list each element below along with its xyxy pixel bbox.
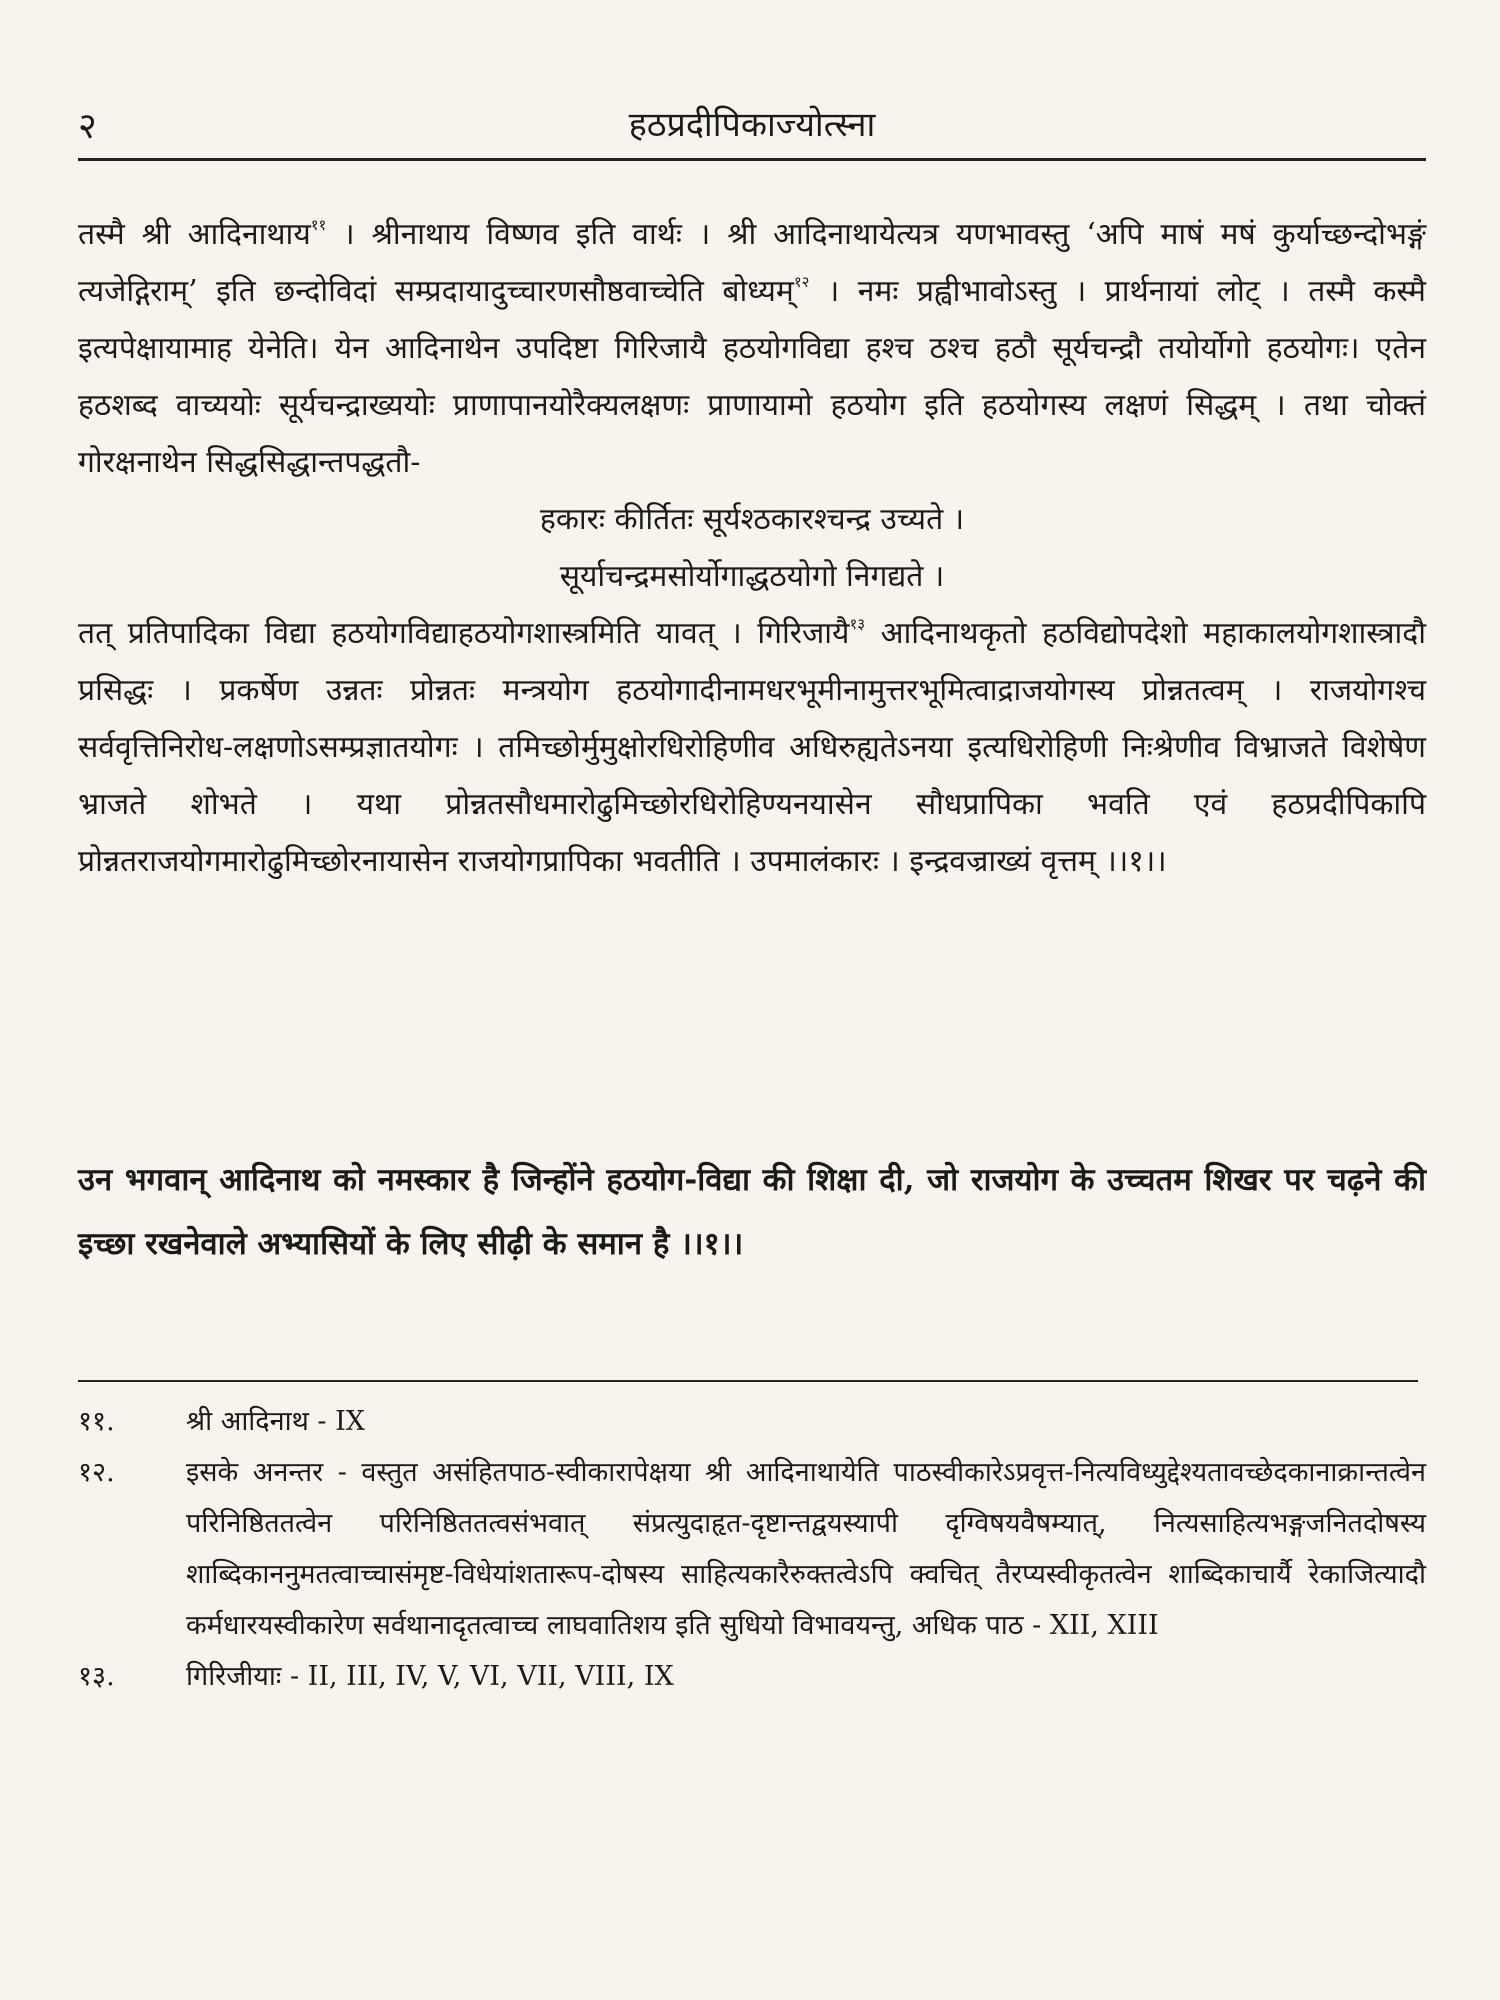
footnote-number: १३. — [78, 1661, 115, 1692]
footnotes — [78, 1396, 1426, 1702]
running-title: हठप्रदीपिकाज्योत्स्ना — [628, 105, 876, 145]
footnote — [78, 1447, 1426, 1651]
footnote — [78, 1396, 1426, 1447]
footnote-ref-12: १२ — [793, 273, 810, 291]
footnote-number: १२. — [78, 1457, 115, 1488]
quoted-verse-line-2: सूर्याचन्द्रमसोर्योगाद्धठयोगो निगद्यते । — [559, 559, 945, 594]
footnote-ref-11: ११ — [310, 216, 327, 234]
footnote-text: इसके अनन्तर - वस्तुत असंहितपाठ-स्वीकारापेक्षया श्री आदिनाथायेति पाठस्वीकारेऽप्रवृत्त-नित्यविध्युद्देश्यतावच्छेदकानाक्रान्तत्वेन परिनिष्ठिततत्वेन परिनिष्ठिततत्वसंभवात् संप्रत्युदाहृत-दृष्टान्तद्वयस्यापी दृग्विषयवैषम्यात्, नित्यसाहित्यभङ्गजनितदोषस्य शाब्दिकाननुमतत्वाच्चासंमृष्ट-विधेयांशतारूप-दोषस्य साहित्यकारैरुक्तत्वेऽपि क्वचित् तैरप्यस्वीकृतत्वेन शाब्दिकाचार्यै रेकाजित्यादौ कर्मधारयस्वीकारेण सर्वथानादृतत्वाच्च लाघवातिशय इति सुधियो विभावयन्तु, अधिक पाठ - XII, XIII — [186, 1457, 1426, 1641]
hindi-translation: उन भगवान् आदिनाथ को नमस्कार है जिन्होंने हठयोग-विद्या की शिक्षा दी, जो राजयोग के उच्चतम शिखर पर चढ़ने की इच्छा रखनेवाले अभ्यासियों के लिए सीढ़ी के समान है ।।१।। — [78, 1162, 1426, 1262]
header-rule — [78, 158, 1426, 161]
commentary-paragraph-2: तत् प्रतिपादिका विद्या हठयोगविद्याहठयोगशास्त्रमिति यावत् । गिरिजायै$^{१३}$ आदिनाथकृतो हठविद्योपदेशो महाकालयोगशास्त्रादौ प्रसिद्धः । प्रकर्षेण उन्नतः प्रोन्नतः मन्त्रयोग हठयोगादीनामधरभूमीनामुत्तरभूमित्वाद्राजयोगस्य प्रोन्नतत्वम् । राजयोगश्च सर्ववृत्तिनिरोध-लक्षणोऽसम्प्रज्ञातयोगः । तमिच्छोर्मुमुक्षोरधिरोहिणीव अधिरुह्यतेऽनया इत्यधिरोहिणी निःश्रेणीव विभ्राजते विशेषेण भ्राजते शोभते । यथा प्रोन्नतसौधमारोढुमिच्छोरधिरोहिण्यनयासेन सौधप्रापिका भवति एवं हठप्रदीपिकापि प्रोन्नतराजयोगमारोढुमिच्छोरनायासेन राजयोगप्रापिका भवतीति । उपमालंकारः । इन्द्रवज्राख्यं वृत्तम् ।।१।। — [78, 615, 1427, 879]
footnote-ref-13: १३ — [849, 615, 866, 633]
commentary-paragraph-1: तस्मै श्री आदिनाथाय$^{११}$ । श्रीनाथाय विष्णव इति वार्थः । श्री आदिनाथायेत्यत्र यणभावस्तु ‘अपि माषं मषं कुर्याच्छन्दोभङ्गं त्यजेद्गिराम्’ इति छन्दोविदां सम्प्रदायादुच्चारणसौष्ठवाच्चेति बोध्यम्$^{१२}$ । नमः प्रह्वीभावोऽस्तु । प्रार्थनायां लोट् । तस्मै कस्मै इत्यपेक्षायामाह येनेति। येन आदिनाथेन उपदिष्टा गिरिजायै हठयोगविद्या हश्च ठश्च हठौ सूर्यचन्द्रौ तयोर्योगो हठयोगः। एतेन हठशब्द वाच्ययोः सूर्यचन्द्राख्ययोः प्राणापानयोरैक्यलक्षणः प्राणायामो हठयोग इति हठयोगस्य लक्षणं सिद्धम् । तथा चोक्तं गोरक्षनाथेन सिद्धसिद्धान्तपद्धतौ- — [78, 216, 1426, 480]
page-header — [78, 96, 1426, 152]
footnote-text: गिरिजीयाः - II, III, IV, V, VI, VII, VIII, IX — [186, 1661, 674, 1692]
quoted-verse-line-1: हकारः कीर्तितः सूर्यश्ठकारश्चन्द्र उच्यते । — [539, 502, 965, 537]
sanskrit-commentary — [78, 206, 1426, 890]
footnote-text: श्री आदिनाथ - IX — [186, 1406, 366, 1437]
page-number: २ — [78, 106, 97, 147]
footnote — [78, 1651, 1426, 1702]
footnote-number: ११. — [78, 1406, 115, 1437]
footnote-rule — [78, 1380, 1418, 1382]
